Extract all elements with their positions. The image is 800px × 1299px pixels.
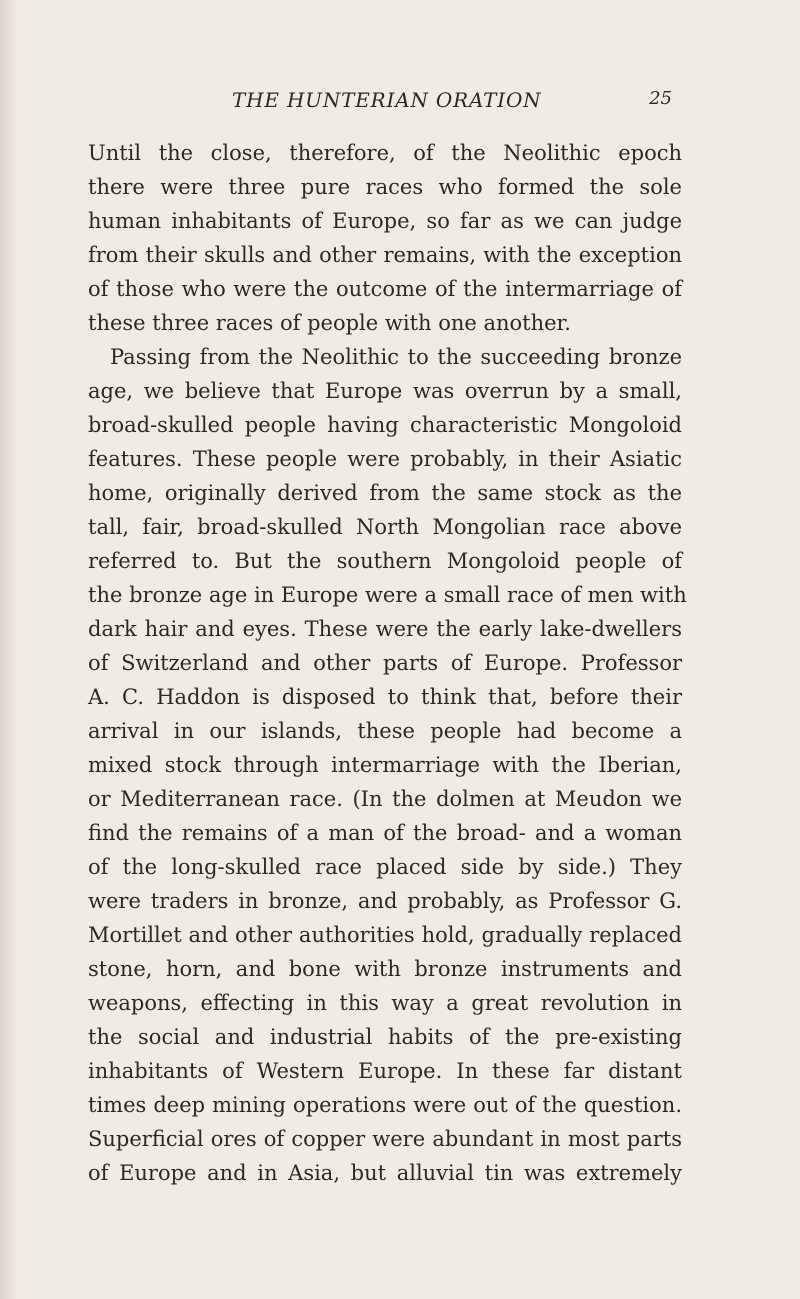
- text-line: human inhabitants of Europe, so far as we can judge: [88, 209, 682, 233]
- text-line: dark hair and eyes. These were the early lake-dwellers: [88, 617, 682, 641]
- text-line: arrival in our islands, these people had become a: [88, 719, 682, 743]
- page-header: [232, 88, 672, 118]
- running-head: THE HUNTERIAN ORATION: [232, 88, 542, 112]
- text-line: or Mediterranean race. (In the dolmen at Meudon we: [88, 787, 682, 811]
- text-line: of those who were the outcome of the intermarriage of: [88, 277, 682, 301]
- text-line: were traders in bronze, and probably, as Professor G.: [88, 889, 682, 913]
- page-gutter-shadow: [0, 0, 18, 1299]
- text-line: mixed stock through intermarriage with the Iberian,: [88, 753, 682, 777]
- text-line: stone, horn, and bone with bronze instruments and: [88, 957, 682, 981]
- text-line: of Switzerland and other parts of Europe. Professor: [88, 651, 682, 675]
- text-line: Until the close, therefore, of the Neolithic epoch: [88, 141, 682, 165]
- text-line: features. These people were probably, in their Asiatic: [88, 447, 682, 471]
- text-line: of Europe and in Asia, but alluvial tin was extremely: [88, 1161, 682, 1185]
- text-line: the bronze age in Europe were a small race of men with: [88, 583, 687, 607]
- text-line: these three races of people with one another.: [88, 311, 571, 335]
- text-line: tall, fair, broad-skulled North Mongolian race above: [88, 515, 682, 539]
- text-line: find the remains of a man of the broad- and a woman: [88, 821, 682, 845]
- text-line: of the long-skulled race placed side by side.) They: [88, 855, 682, 879]
- text-line: times deep mining operations were out of the question.: [88, 1093, 682, 1117]
- text-line: Superficial ores of copper were abundant in most parts: [88, 1127, 682, 1151]
- text-line: the social and industrial habits of the pre-existing: [88, 1025, 682, 1049]
- text-line: from their skulls and other remains, with the exception: [88, 243, 682, 267]
- text-line: home, originally derived from the same stock as the: [88, 481, 682, 505]
- body-text: [88, 136, 687, 1190]
- text-line: there were three pure races who formed the sole: [88, 175, 682, 199]
- text-line: weapons, effecting in this way a great revolution in: [88, 991, 682, 1015]
- text-line: referred to. But the southern Mongoloid people of: [88, 549, 682, 573]
- text-line: Mortillet and other authorities hold, gradually replaced: [88, 923, 682, 947]
- text-line: inhabitants of Western Europe. In these far distant: [88, 1059, 682, 1083]
- text-line: A. C. Haddon is disposed to think that, before their: [88, 685, 682, 709]
- text-line: age, we believe that Europe was overrun by a small,: [88, 379, 682, 403]
- text-line: broad-skulled people having characteristic Mongoloid: [88, 413, 682, 437]
- text-line: Passing from the Neolithic to the succeeding bronze: [110, 345, 682, 369]
- page-number: 25: [649, 88, 672, 109]
